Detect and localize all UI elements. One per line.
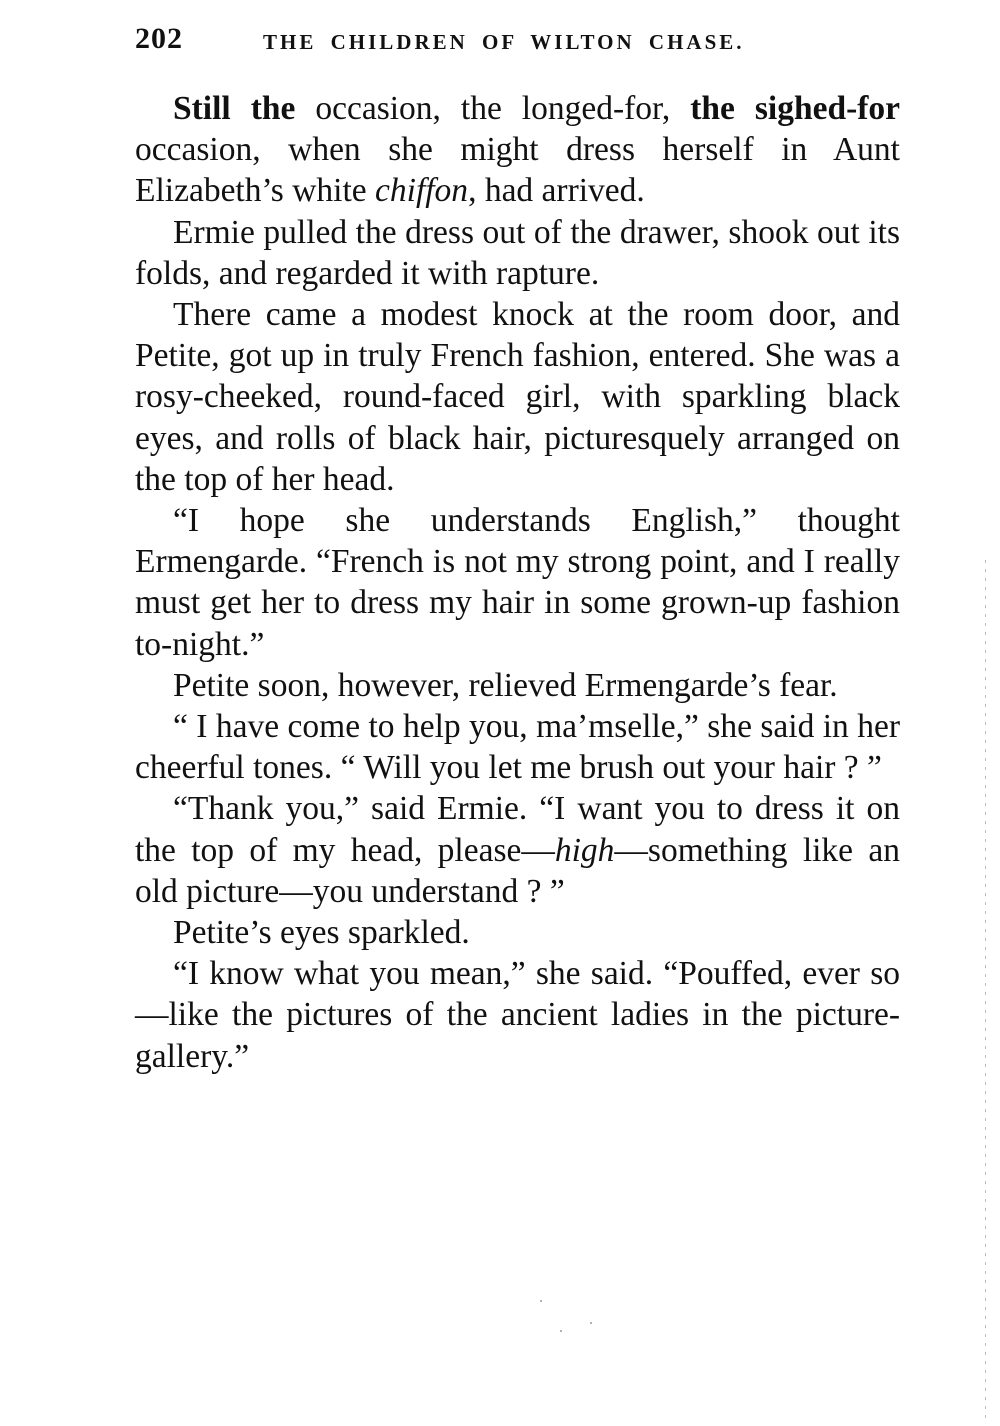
paragraph-7-text-a: “Thank you,” said Ermie. “I want you to dress it on the top of my head, please— xyxy=(135,790,900,869)
paragraph-1-text-c: , had arrived. xyxy=(468,172,645,210)
book-title-header: THE CHILDREN OF WILTON CHASE. xyxy=(263,30,745,54)
paragraph-2: Ermie pulled the dress out of the drawer, shook out its folds, and regarded it with rapture. xyxy=(135,213,900,292)
paragraph-7 xyxy=(135,788,900,912)
paragraph-1-text-a: occasion, the longed-for, xyxy=(295,90,691,127)
paragraph-1-bold-mid: the sighed-for xyxy=(690,90,901,127)
paragraph-8: Petite’s eyes sparkled. xyxy=(173,914,470,952)
paragraph-7-text-b: —something like an old picture—you understand ? ” xyxy=(135,831,900,910)
paragraph-7-italic: high xyxy=(554,831,615,869)
paragraph-6: “ I have come to help you, ma’mselle,” she said in her cheerful tones. “ Will you let me brush out your hair ? ” xyxy=(135,708,900,787)
page-number: 202 xyxy=(135,22,183,55)
paragraph-1-italic: chiffon xyxy=(375,172,469,210)
running-header xyxy=(135,22,915,62)
scan-edge-artifact xyxy=(985,560,986,1420)
paper-speck xyxy=(540,1300,542,1302)
paragraph-4: “I hope she understands English,” thought Ermengarde. “French is not my strong point, and I really must get her to dress my hair in some grown-up fashion to-night.” xyxy=(135,502,900,663)
paragraph-1-text-b: occasion, when she might dress herself in Aunt Elizabeth’s white xyxy=(135,131,900,210)
paper-speck xyxy=(590,1322,592,1324)
paragraph-1-bold-start: Still the xyxy=(173,90,296,127)
paper-speck xyxy=(560,1330,562,1332)
paragraph-5: Petite soon, however, relieved Ermengarde’s fear. xyxy=(173,666,838,704)
paragraph-3: There came a modest knock at the room door, and Petite, got up in truly French fashion, entered. She was a rosy-cheeked, round-faced girl, with sparkling black eyes, and rolls of black hair, picturesquely arranged on the top of her head. xyxy=(135,296,900,498)
paragraph-9: “I know what you mean,” she said. “Pouffed, ever so—like the pictures of the ancient ladies in the picture-gallery.” xyxy=(135,955,900,1075)
paragraph-1 xyxy=(135,88,900,212)
body-text xyxy=(135,88,900,1077)
